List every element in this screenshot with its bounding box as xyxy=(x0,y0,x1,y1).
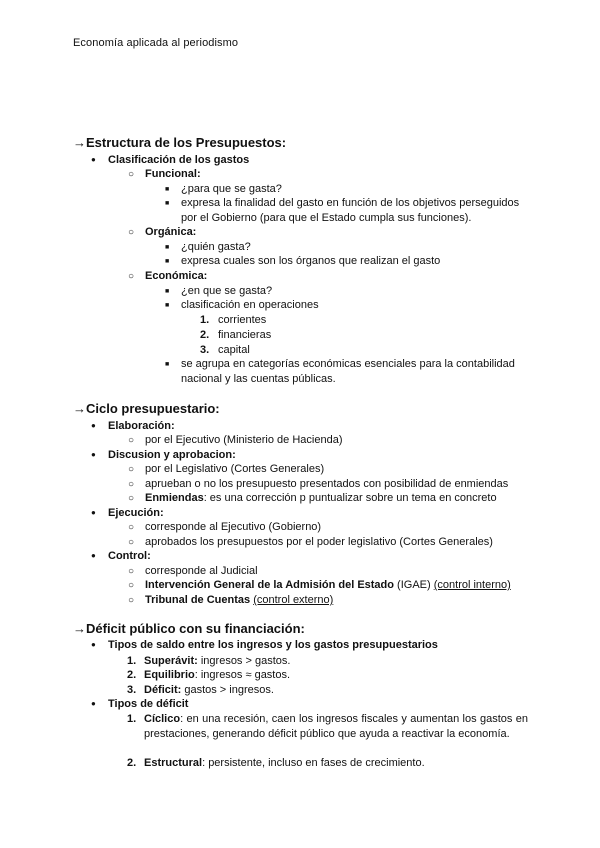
list-number: 1. xyxy=(200,314,210,326)
bullet-dot xyxy=(91,506,96,521)
term-superavit: Superávit: xyxy=(144,655,198,667)
igae-line xyxy=(145,578,511,592)
item-control: Control: xyxy=(108,550,151,562)
text-segment: : en una recesión, caen los ingresos fiscales y aumentan los gastos en prestaciones, generando déficit público que ayuda a reactivar la economía. xyxy=(144,713,528,740)
list-number: 2. xyxy=(200,329,210,341)
text-segment: ingresos > gastos. xyxy=(197,655,291,667)
bullet-circle xyxy=(128,462,134,477)
text-segment: (IGAE) xyxy=(394,579,434,591)
text-line: se agrupa en categorías económicas esenciales para la contabilidad xyxy=(181,358,515,370)
item-tipos-deficit: Tipos de déficit xyxy=(108,698,189,710)
bullet-circle xyxy=(128,564,134,579)
text-line: expresa la finalidad del gasto en función de los objetivos perseguidos xyxy=(181,197,520,209)
control-externo-note: (control externo) xyxy=(253,594,334,606)
tribunal-line xyxy=(145,593,333,607)
deficit-line xyxy=(144,683,274,697)
bullet-circle xyxy=(128,491,134,506)
text-line: ¿quién gasta? xyxy=(181,241,251,253)
text-line: por el Gobierno (para que el Estado cumpla sus funciones). xyxy=(181,212,472,224)
item-elaboracion: Elaboración: xyxy=(108,420,175,432)
bullet-circle xyxy=(128,225,134,240)
bullet-dot xyxy=(91,419,96,434)
page-header: Economía aplicada al periodismo xyxy=(73,37,239,49)
list-number: 2. xyxy=(127,669,137,681)
bullet-dot xyxy=(91,153,96,168)
term-enmiendas: Enmiendas xyxy=(145,492,204,504)
list-number: 3. xyxy=(200,344,210,356)
bullet-circle xyxy=(128,269,134,284)
section-title-ciclo: →Ciclo presupuestario: xyxy=(73,401,220,416)
item-organica: Orgánica: xyxy=(145,226,197,238)
bullet-square xyxy=(165,357,169,373)
text-line: por el Legislativo (Cortes Generales) xyxy=(145,463,325,475)
bullet-circle xyxy=(128,578,134,593)
text-segment: : ingresos ≈ gastos. xyxy=(194,669,291,681)
bullet-circle xyxy=(128,520,134,535)
list-number: 1. xyxy=(127,655,137,667)
bullet-circle xyxy=(128,167,134,182)
section-title-deficit: →Déficit público con su financiación: xyxy=(73,621,305,636)
bullet-square xyxy=(165,254,169,270)
bullet-circle xyxy=(128,433,134,448)
ciclico-paragraph xyxy=(144,712,528,742)
control-interno-note: (control interno) xyxy=(433,579,511,591)
enmiendas-line xyxy=(145,491,497,505)
text-line: aprueban o no los presupuesto presentados con posibilidad de enmiendas xyxy=(145,478,509,490)
bullet-dot xyxy=(91,697,96,712)
text-line: nacional y las cuentas públicas. xyxy=(181,373,336,385)
text-line: financieras xyxy=(218,329,272,341)
text-line: capital xyxy=(218,344,250,356)
superavit-line xyxy=(144,654,290,668)
text-line: ¿para que se gasta? xyxy=(181,183,282,195)
text-line: aprobados los presupuestos por el poder legislativo (Cortes Generales) xyxy=(145,536,493,548)
text-segment: : persistente, incluso en fases de crecimiento. xyxy=(202,757,425,769)
text-line: ¿en que se gasta? xyxy=(181,285,273,297)
text-line: corresponde al Ejecutivo (Gobierno) xyxy=(145,521,322,533)
bullet-circle xyxy=(128,477,134,492)
text-line: corresponde al Judicial xyxy=(145,565,258,577)
bullet-circle xyxy=(128,535,134,550)
term-igae: Intervención General de la Admisión del Estado xyxy=(145,579,394,591)
text-line: corrientes xyxy=(218,314,267,326)
bullet-circle xyxy=(128,593,134,608)
list-number: 2. xyxy=(127,757,137,769)
text-line: expresa cuales son los órganos que realizan el gasto xyxy=(181,255,441,267)
list-number: 3. xyxy=(127,684,137,696)
bullet-dot xyxy=(91,448,96,463)
text-line: por el Ejecutivo (Ministerio de Hacienda) xyxy=(145,434,343,446)
term-deficit: Déficit: xyxy=(144,684,182,696)
item-funcional: Funcional: xyxy=(145,168,201,180)
bullet-dot xyxy=(91,549,96,564)
text-segment: : es una corrección p puntualizar sobre un tema en concreto xyxy=(203,492,497,504)
text-segment: gastos > ingresos. xyxy=(181,684,274,696)
term-tribunal: Tribunal de Cuentas xyxy=(145,594,251,606)
section-title-estructura: →Estructura de los Presupuestos: xyxy=(73,135,287,150)
item-clasificacion: Clasificación de los gastos xyxy=(108,154,250,166)
text-line: clasificación en operaciones xyxy=(181,299,319,311)
item-ejecucion: Ejecución: xyxy=(108,507,164,519)
term-ciclico: Cíclico xyxy=(144,713,181,725)
item-tipos-saldo: Tipos de saldo entre los ingresos y los gastos presupuestarios xyxy=(108,639,438,651)
bullet-square xyxy=(165,298,169,314)
bullet-dot xyxy=(91,638,96,653)
bullet-square xyxy=(165,196,169,212)
item-economica: Económica: xyxy=(145,270,208,282)
term-equilibrio: Equilibrio xyxy=(144,669,195,681)
item-discusion: Discusion y aprobacion: xyxy=(108,449,236,461)
equilibrio-line xyxy=(144,668,290,682)
estructural-line xyxy=(144,756,425,770)
list-number: 1. xyxy=(127,713,137,725)
term-estructural: Estructural xyxy=(144,757,203,769)
